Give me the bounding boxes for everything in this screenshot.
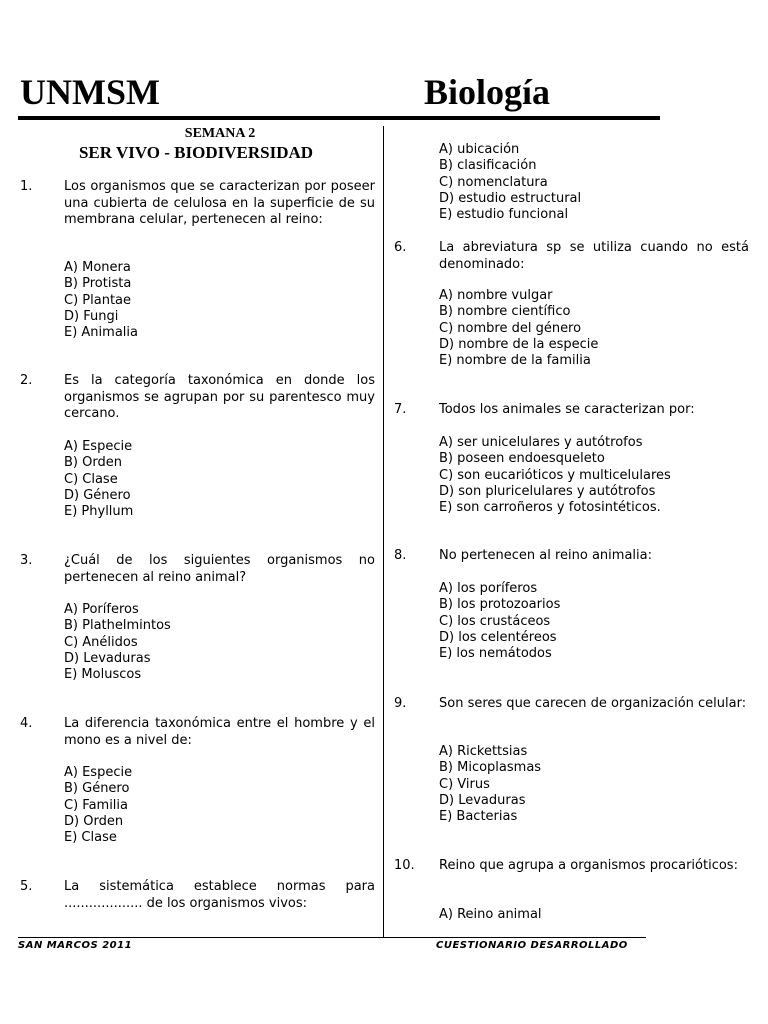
question-5-number: 5. xyxy=(20,879,33,894)
question-4-options xyxy=(64,765,132,846)
option: A) Monera xyxy=(64,260,131,275)
option: E) Clase xyxy=(64,830,117,846)
option: C) nomenclatura xyxy=(439,174,548,190)
question-6-text: La abreviatura sp se utiliza cuando no está denominado: xyxy=(439,240,749,272)
option: B) poseen endoesqueleto xyxy=(439,451,605,467)
option: B) Micoplasmas xyxy=(439,760,542,776)
question-10-number: 10. xyxy=(394,858,415,873)
question-8-number: 8. xyxy=(394,548,407,563)
option: E) Bacterias xyxy=(439,809,518,825)
footer-rule xyxy=(18,937,646,938)
option: B) los protozoarios xyxy=(439,597,561,613)
option: D) Género xyxy=(64,487,131,503)
header-university: UNMSM xyxy=(20,72,160,112)
option: B) Plathelmintos xyxy=(64,618,171,634)
footer-right-text: CUESTIONARIO DESARROLLADO xyxy=(436,940,628,951)
option: A) ser unicelulares y autótrofos xyxy=(439,435,643,450)
option: C) son eucarióticos y multicelulares xyxy=(439,467,671,483)
option: A) Reino animal xyxy=(439,907,542,922)
option: E) Moluscos xyxy=(64,667,142,683)
option: E) son carroñeros y fotosintéticos. xyxy=(439,500,661,516)
option: D) Fungi xyxy=(64,308,119,324)
question-9-number: 9. xyxy=(394,696,407,711)
question-10-options xyxy=(439,907,542,923)
question-3-text: ¿Cuál de los siguientes organismos no pertenecen al reino animal? xyxy=(64,553,375,585)
question-5-text: La sistemática establece normas para ................... de los organismos vivos: xyxy=(64,879,375,911)
option: A) Poríferos xyxy=(64,602,139,617)
question-1-text: Los organismos que se caracterizan por poseer una cubierta de celulosa en la superficie de su membrana celular, pertenecen al reino: xyxy=(64,179,375,227)
option: E) estudio funcional xyxy=(439,207,569,223)
question-9-text: Son seres que carecen de organización celular: xyxy=(439,696,747,711)
option: A) los poríferos xyxy=(439,581,538,596)
option: C) los crustáceos xyxy=(439,613,551,629)
question-4-text: La diferencia taxonómica entre el hombre y el mono es a nivel de: xyxy=(64,716,375,748)
question-7-number: 7. xyxy=(394,402,407,417)
question-2-number: 2. xyxy=(20,373,33,388)
option: B) nombre científico xyxy=(439,304,571,320)
option: E) Animalia xyxy=(64,325,138,341)
option: A) Rickettsias xyxy=(439,744,528,759)
question-7-text: Todos los animales se caracterizan por: xyxy=(439,402,695,417)
option: D) Levaduras xyxy=(439,792,526,808)
option: B) Género xyxy=(64,781,130,797)
question-3-options xyxy=(64,602,171,683)
option: D) nombre de la especie xyxy=(439,336,599,352)
question-6-options xyxy=(439,288,598,369)
header-subject: Biología xyxy=(424,72,551,112)
header-rule xyxy=(18,116,660,120)
question-8-options xyxy=(439,581,560,662)
option: D) Orden xyxy=(64,813,124,829)
question-1-options xyxy=(64,260,138,341)
question-6-number: 6. xyxy=(394,240,407,255)
option: D) estudio estructural xyxy=(439,190,582,206)
question-7-options xyxy=(439,435,671,516)
option: E) los nemátodos xyxy=(439,646,552,662)
question-5-options xyxy=(439,142,581,223)
option: B) Orden xyxy=(64,455,122,471)
option: C) Familia xyxy=(64,797,128,813)
option: C) Anélidos xyxy=(64,634,138,650)
option: B) Protista xyxy=(64,276,132,292)
question-9-options xyxy=(439,744,541,825)
question-3-number: 3. xyxy=(20,553,33,568)
question-2-text: Es la categoría taxonómica en donde los organismos se agrupan por su parentesco muy cercano. xyxy=(64,373,375,421)
footer-left-text: SAN MARCOS 2011 xyxy=(18,940,133,951)
question-10-text: Reino que agrupa a organismos procarióticos: xyxy=(439,858,738,873)
option: C) Virus xyxy=(439,776,490,792)
question-1-number: 1. xyxy=(20,179,33,194)
option: C) Clase xyxy=(64,471,118,487)
option: E) Phyllum xyxy=(64,504,134,520)
column-divider xyxy=(383,126,384,938)
option: C) Plantae xyxy=(64,292,131,308)
question-2-options xyxy=(64,439,133,520)
question-4-number: 4. xyxy=(20,716,33,731)
section-topic: SER VIVO - BIODIVERSIDAD xyxy=(78,143,314,162)
option: B) clasificación xyxy=(439,158,537,174)
option: C) nombre del género xyxy=(439,320,582,336)
option: A) nombre vulgar xyxy=(439,288,553,303)
option: A) Especie xyxy=(64,439,133,454)
section-week: SEMANA 2 xyxy=(184,126,256,141)
option: D) Levaduras xyxy=(64,650,151,666)
option: A) Especie xyxy=(64,765,133,780)
option: D) son pluricelulares y autótrofos xyxy=(439,483,656,499)
question-8-text: No pertenecen al reino animalia: xyxy=(439,548,652,563)
option: A) ubicación xyxy=(439,142,520,157)
option: D) los celentéreos xyxy=(439,629,557,645)
option: E) nombre de la familia xyxy=(439,353,591,369)
